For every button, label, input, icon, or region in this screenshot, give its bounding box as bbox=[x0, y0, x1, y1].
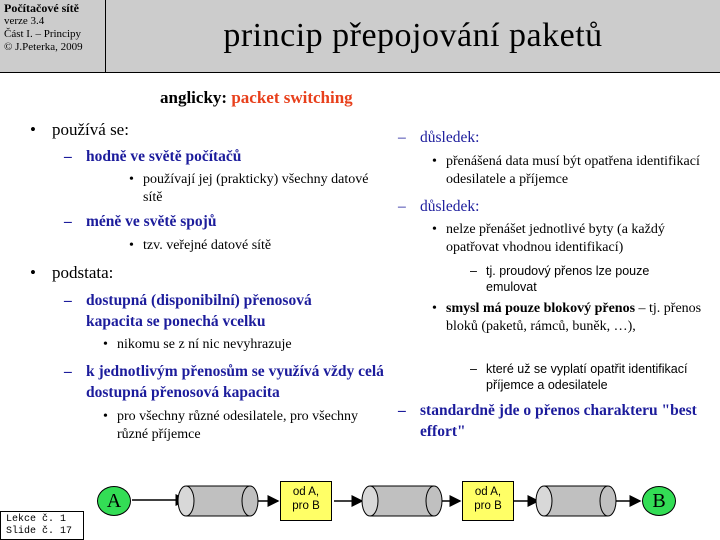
dash: – bbox=[64, 148, 72, 165]
packet-line: od A, bbox=[474, 486, 502, 498]
bullet: • bbox=[432, 154, 437, 169]
part: Část I. – Principy bbox=[4, 28, 81, 40]
slide-title-bar bbox=[106, 0, 720, 73]
version: verze 3.4 bbox=[4, 15, 45, 27]
right-dusledek-2-sub2-sub bbox=[470, 361, 701, 393]
bullet: • bbox=[30, 120, 36, 139]
item-sub: přenášená data musí být opatřena identifikací odesilatele a příjemce bbox=[446, 154, 700, 187]
heading-text: používá se: bbox=[52, 120, 129, 139]
right-dusledek-1 bbox=[398, 127, 700, 148]
packet-label-1 bbox=[280, 481, 332, 521]
pipe-segment bbox=[536, 486, 616, 516]
right-dusledek-2 bbox=[398, 196, 700, 217]
bullet: • bbox=[432, 222, 437, 237]
podstata-item-1-sub bbox=[103, 336, 377, 354]
item-sub-rest: – tj. přenos bloků (paketů, rámců, buněk, …), bbox=[446, 301, 702, 334]
item-label: důsledek: bbox=[420, 198, 480, 215]
bullet: • bbox=[30, 263, 36, 282]
pouziva-item-2-sub bbox=[129, 237, 378, 255]
item-sub: pro všechny různé odesilatele, pro všechny různé příjemce bbox=[117, 409, 359, 442]
course-name: Počítačové sítě bbox=[4, 1, 79, 15]
item-sub: používají jej (prakticky) všechny datové sítě bbox=[143, 172, 369, 205]
pipe-segment bbox=[178, 486, 258, 516]
item-label: důsledek: bbox=[420, 129, 480, 146]
english-label: anglicky: bbox=[160, 88, 228, 107]
podstata-item-1 bbox=[64, 290, 366, 332]
packet-line: pro B bbox=[474, 500, 502, 512]
dash: – bbox=[398, 198, 406, 215]
dash: – bbox=[470, 362, 477, 376]
pouziva-item-2 bbox=[64, 211, 376, 232]
right-dusledek-1-sub bbox=[432, 153, 701, 189]
pouziva-item-1 bbox=[64, 146, 376, 167]
slide-title: princip přepojování paketů bbox=[223, 17, 603, 54]
slide-number: Slide č. 17 bbox=[6, 526, 73, 537]
bullet: • bbox=[129, 238, 134, 253]
copyright: © J.Peterka, 2009 bbox=[4, 41, 83, 53]
bullet: • bbox=[103, 409, 108, 424]
bullet: • bbox=[103, 337, 108, 352]
packet-label-2 bbox=[462, 481, 514, 521]
item-sub: tzv. veřejné datové sítě bbox=[143, 238, 272, 253]
dash: – bbox=[64, 292, 72, 309]
node-label: B bbox=[652, 489, 666, 512]
bullet: • bbox=[432, 301, 437, 316]
pouziva-item-1-sub bbox=[129, 171, 378, 207]
heading-text: podstata: bbox=[52, 263, 114, 282]
right-dusledek-2-sub2 bbox=[432, 300, 710, 336]
right-best-effort bbox=[398, 400, 710, 442]
header-info bbox=[0, 0, 106, 73]
node-label: A bbox=[106, 489, 122, 512]
slide-footer bbox=[0, 511, 84, 540]
item-subsub: které už se vyplatí opatřit identifikací příjemce a odesilatele bbox=[486, 362, 688, 392]
node-b bbox=[642, 486, 676, 516]
node-a bbox=[97, 486, 131, 516]
dash: – bbox=[398, 129, 406, 146]
item-subsub: tj. proudový přenos lze pouze emulovat bbox=[486, 264, 650, 294]
packet-line: od A, bbox=[292, 486, 320, 498]
podstata-item-2-sub bbox=[103, 408, 367, 444]
bullet: • bbox=[129, 172, 134, 187]
item-label: hodně ve světě počítačů bbox=[86, 148, 242, 165]
item-label: standardně jde o přenos charakteru "best effort" bbox=[420, 402, 697, 440]
left-heading-pouziva bbox=[30, 120, 129, 140]
dash: – bbox=[470, 264, 477, 278]
podstata-item-2 bbox=[64, 361, 386, 403]
pipe-segment bbox=[362, 486, 442, 516]
item-label: méně ve světě spojů bbox=[86, 213, 217, 230]
right-dusledek-2-sub bbox=[432, 221, 706, 257]
item-sub: nikomu se z ní nic nevyhrazuje bbox=[117, 337, 292, 352]
dash: – bbox=[64, 363, 72, 380]
right-dusledek-2-subsub bbox=[470, 263, 691, 295]
item-label: dostupná (disponibilní) přenosová kapacita se ponechá vcelku bbox=[86, 292, 312, 330]
dash: – bbox=[64, 213, 72, 230]
lesson-number: Lekce č. 1 bbox=[6, 514, 67, 525]
item-sub-bold: smysl má pouze blokový přenos bbox=[446, 301, 636, 316]
english-term-line bbox=[160, 88, 353, 108]
item-label: k jednotlivým přenosům se využívá vždy celá dostupná přenosová kapacita bbox=[86, 363, 384, 401]
item-sub: nelze přenášet jednotlivé byty (a každý opatřovat vhodnou identifikací) bbox=[446, 222, 665, 255]
packet-line: pro B bbox=[292, 500, 320, 512]
english-term: packet switching bbox=[231, 88, 353, 107]
dash: – bbox=[398, 402, 406, 419]
left-heading-podstata bbox=[30, 263, 114, 283]
